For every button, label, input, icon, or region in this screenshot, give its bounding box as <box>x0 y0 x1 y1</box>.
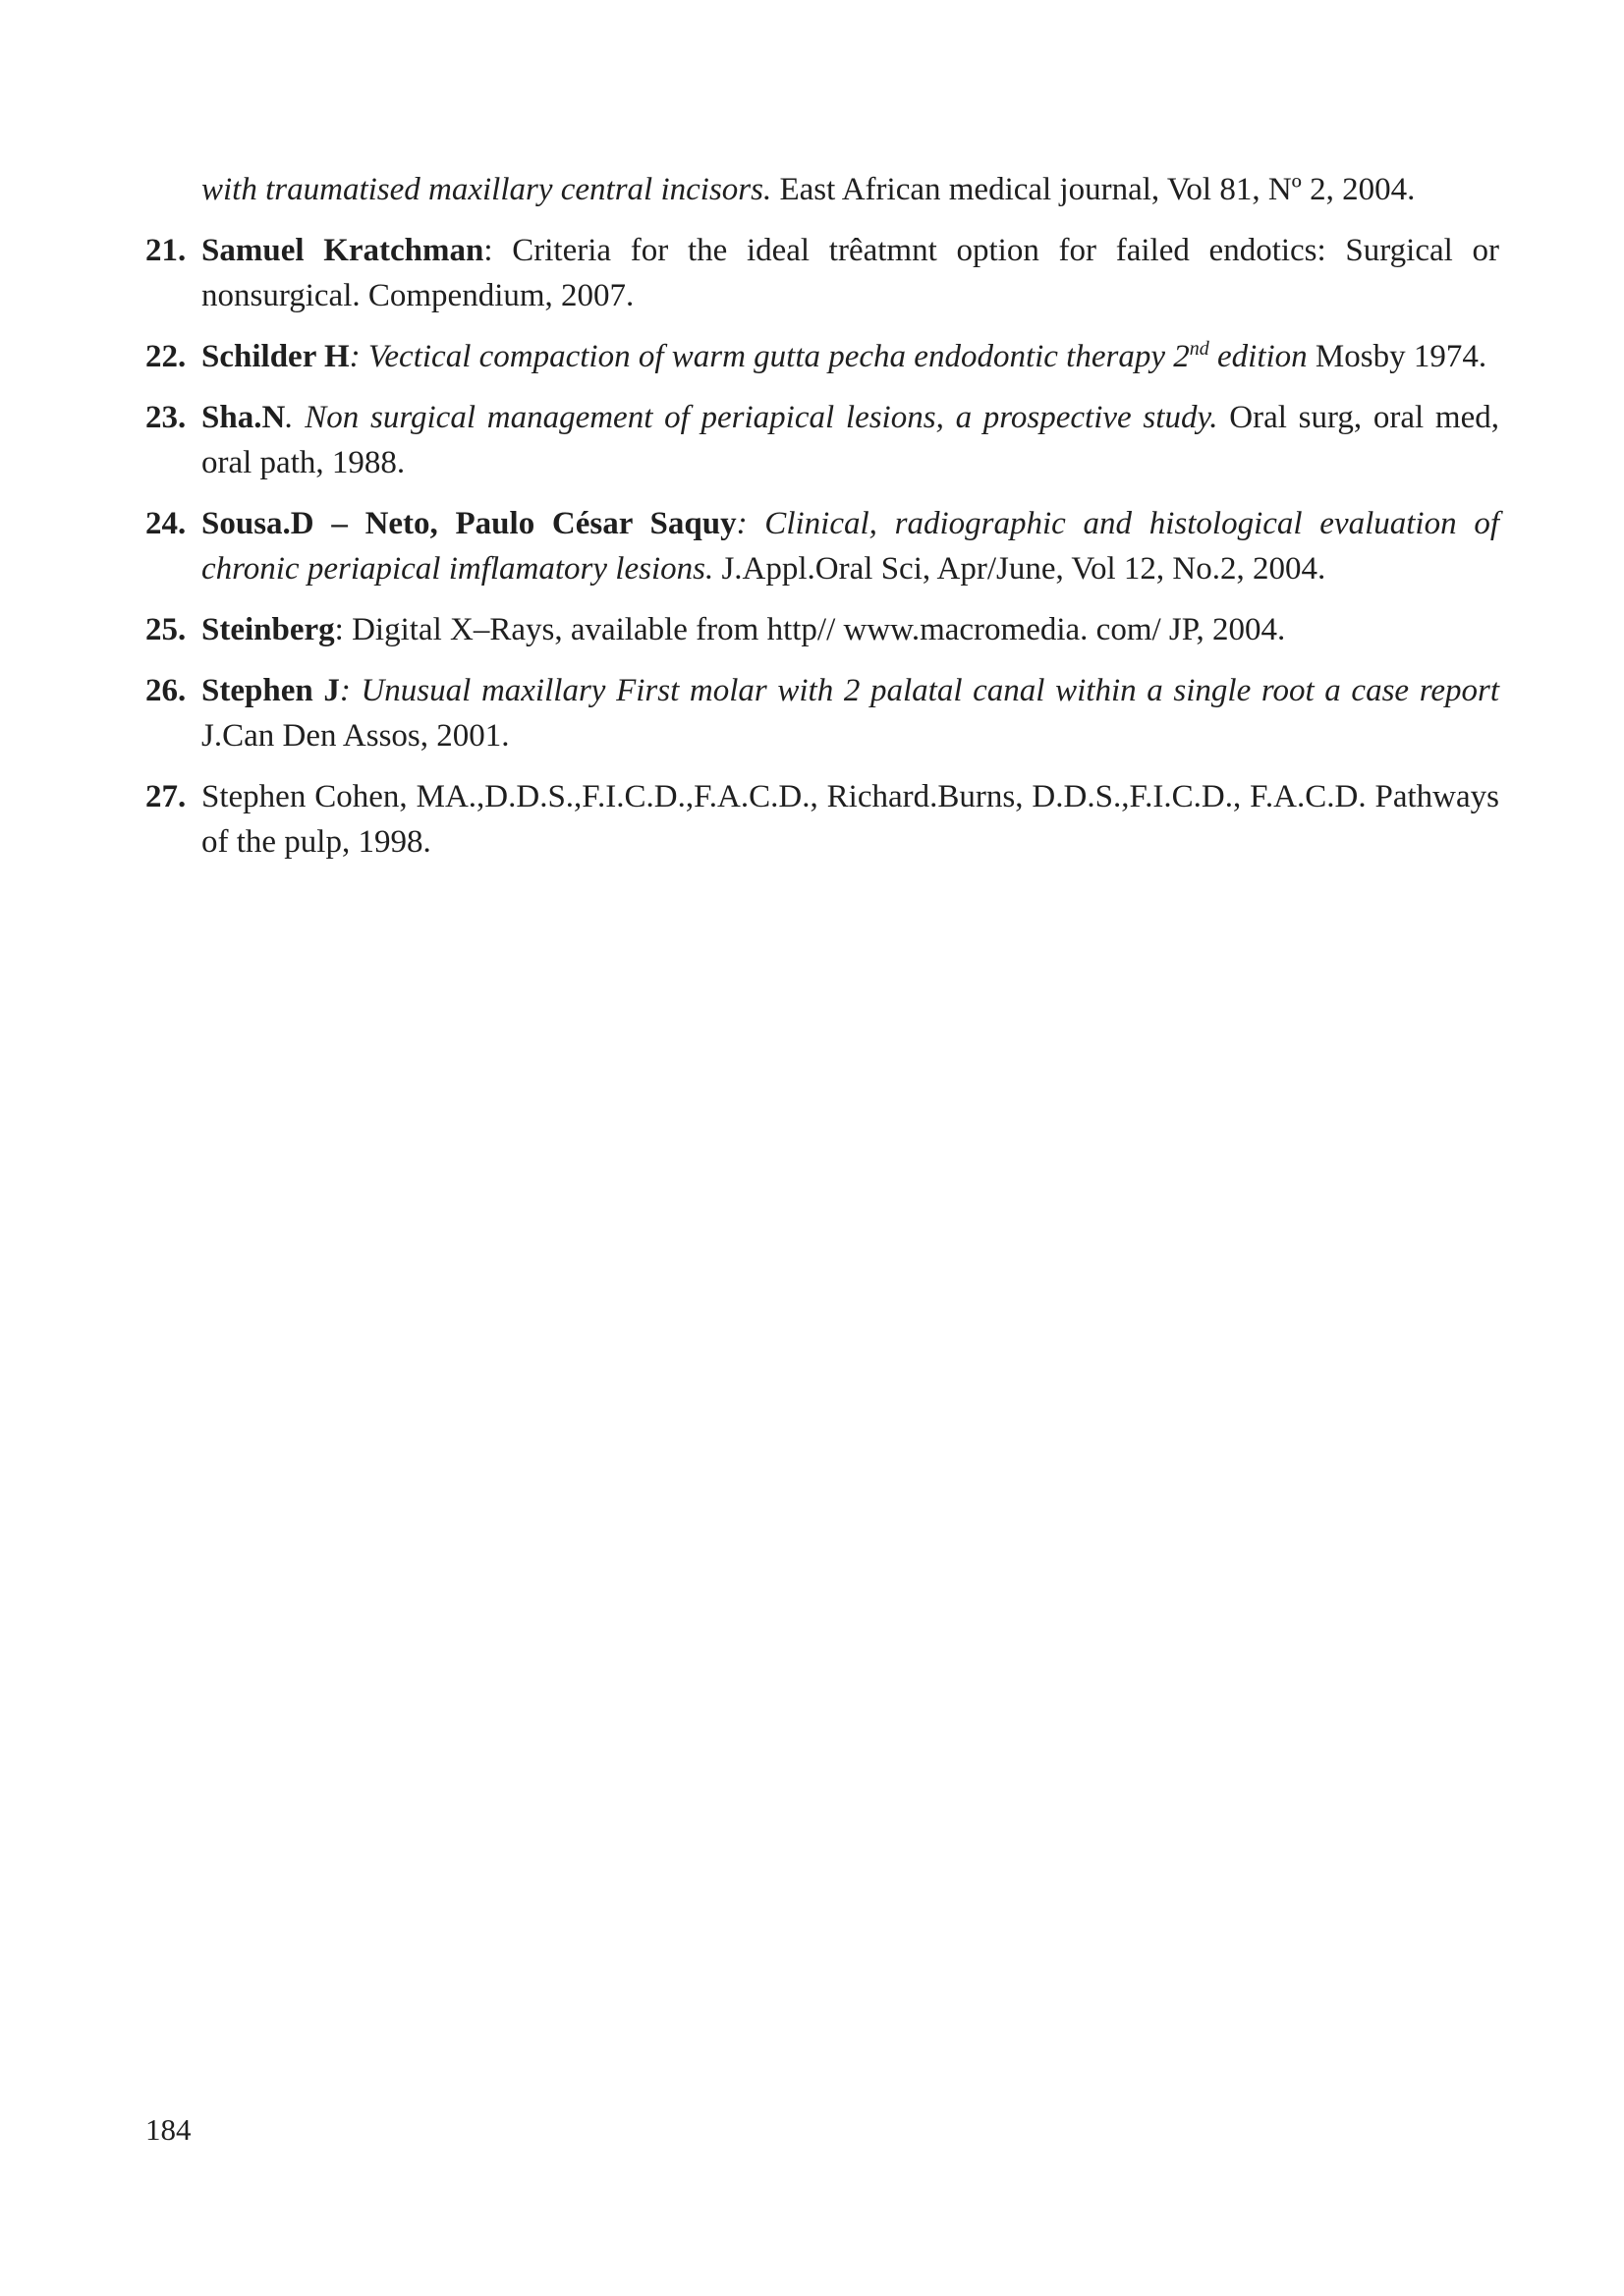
reference-source: : Criteria for the ideal trêatmnt option for failed endotics: Surgical or nonsurgical. Compendium, 2007. <box>201 233 1499 313</box>
reference-item-26 <box>145 668 1499 758</box>
reference-item-21 <box>145 228 1499 318</box>
reference-title <box>350 339 1308 374</box>
reference-number: 22. <box>145 339 187 374</box>
reference-author: Stephen J <box>201 673 340 708</box>
reference-item-25 <box>145 607 1499 652</box>
reference-number: 23. <box>145 400 187 435</box>
reference-title: : Unusual maxillary First molar with 2 palatal canal within a single root a case report <box>339 673 1499 708</box>
reference-item-24 <box>145 501 1499 591</box>
reference-author: Sousa.D – Neto, Paulo César Saquy <box>201 506 737 541</box>
reference-list <box>145 167 1499 880</box>
reference-number: 27. <box>145 779 187 814</box>
reference-source: J.Appl.Oral Sci, Apr/June, Vol 12, No.2, 2004. <box>713 551 1326 587</box>
reference-number: 21. <box>145 233 187 268</box>
reference-author: Sha.N <box>201 400 286 435</box>
reference-title-text-after: edition <box>1208 339 1308 374</box>
reference-number: 26. <box>145 673 187 708</box>
reference-number: 25. <box>145 612 187 647</box>
reference-number: 24. <box>145 506 187 541</box>
reference-source: Mosby 1974. <box>1307 339 1487 374</box>
reference-title: . Non surgical management of periapical lesions, a prospective study. <box>285 400 1218 435</box>
page-number: 184 <box>145 2112 192 2147</box>
reference-title-superscript: nd <box>1189 338 1209 360</box>
reference-author: Schilder H <box>201 339 350 374</box>
reference-title: with traumatised maxillary central incisors. <box>201 172 772 207</box>
reference-item-23 <box>145 395 1499 485</box>
reference-source: J.Can Den Assos, 2001. <box>201 718 510 754</box>
reference-author: Samuel Kratchman <box>201 233 484 268</box>
reference-item-22 <box>145 334 1499 379</box>
reference-source: Oral surg, oral med, oral path, 1988. <box>201 400 1499 480</box>
reference-author: Steinberg <box>201 612 335 647</box>
reference-title-text: : Vectical compaction of warm gutta pecha endodontic therapy 2 <box>349 339 1190 374</box>
reference-item-27 <box>145 774 1499 865</box>
reference-source: East African medical journal, Vol 81, Nº 2, 2004. <box>771 172 1416 207</box>
reference-source: : Digital X–Rays, available from http// www.macromedia. com/ JP, 2004. <box>334 612 1286 647</box>
reference-author: Stephen Cohen, MA.,D.D.S.,F.I.C.D.,F.A.C.D., Richard.Burns, D.D.S.,F.I.C.D., F.A.C.D. Pathways of the pulp, 1998. <box>201 779 1499 860</box>
reference-item-20-continued <box>145 167 1499 212</box>
reference-title: : Clinical, radiographic and histological evaluation of chronic periapical imflamatory lesions. <box>201 506 1499 587</box>
